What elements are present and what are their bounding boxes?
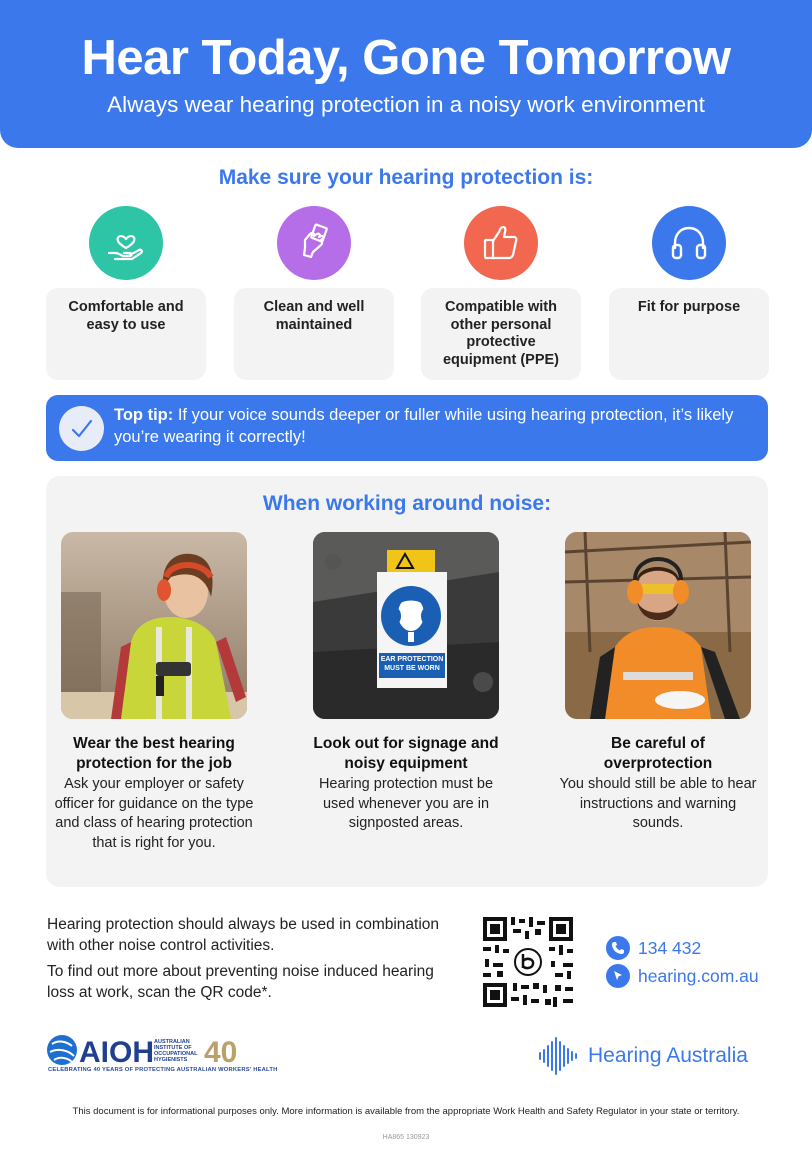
- info-paragraph-2: To find out more about preventing noise induced hearing loss at work, scan the QR code*.: [47, 963, 434, 1001]
- column-body: Hearing protection must be used whenever you are in signposted areas.: [318, 776, 494, 831]
- page-title: Hear Today, Gone Tomorrow: [81, 31, 731, 85]
- aioh-tagline: CELEBRATING 40 YEARS OF PROTECTING AUSTRALIAN WORKERS' HEALTH: [48, 1067, 278, 1073]
- feature-label: Compatible with other personal protective equipment (PPE): [421, 288, 581, 380]
- bottom-info: [47, 915, 447, 1003]
- ear-protection-sign-photo: [313, 532, 499, 719]
- phone-icon: [606, 936, 630, 960]
- feature-clean: [234, 206, 394, 380]
- feature-compatible: [421, 206, 581, 380]
- glove-icon: [277, 206, 351, 280]
- sign-text: EAR PROTECTION MUST BE WORN: [380, 656, 444, 672]
- top-tip-banner: [46, 395, 768, 461]
- info-paragraph-1: Hearing protection should always be used in combination with other noise control activities.: [47, 916, 440, 954]
- document-code: HA865 130923: [382, 1134, 430, 1141]
- feature-comfortable: [46, 206, 206, 380]
- feature-label: Fit for purpose: [609, 288, 769, 380]
- tip-text: If your voice sounds deeper or fuller while using hearing protection, it’s likely you’re wearing it correctly!: [114, 406, 734, 446]
- working-around-noise-panel: [46, 476, 768, 887]
- qr-code[interactable]: [479, 913, 577, 1011]
- hearing-australia-wordmark: Hearing Australia: [588, 1044, 748, 1067]
- column-body: Ask your employer or safety officer for guidance on the type and class of hearing protection that is right for you.: [54, 776, 254, 851]
- feature-label: Clean and well maintained: [234, 288, 394, 380]
- soundwave-icon: [538, 1036, 580, 1076]
- headphones-icon: [652, 206, 726, 280]
- tip-column-overprotection: [558, 532, 758, 834]
- website-contact[interactable]: [606, 964, 759, 988]
- column-heading: Wear the best hearing protection for the job: [73, 735, 235, 772]
- phone-number: 134 432: [638, 937, 702, 958]
- worker-drilling-photo: [61, 532, 247, 719]
- header-banner: [0, 0, 812, 148]
- aioh-anniversary: 40: [204, 1036, 238, 1068]
- cursor-icon: [606, 964, 630, 988]
- worker-earmuffs-photo: [565, 532, 751, 719]
- website-link: hearing.com.au: [638, 965, 759, 986]
- page-subtitle: Always wear hearing protection in a noisy work environment: [107, 92, 705, 117]
- aioh-name: AUSTRALIAN INSTITUTE OF OCCUPATIONAL HYGIENISTS: [154, 1039, 198, 1063]
- hearing-australia-logo: [538, 1036, 778, 1076]
- checkmark-icon: [59, 406, 104, 451]
- tip-column-best-protection: [54, 532, 254, 853]
- working-heading: When working around noise:: [262, 492, 552, 515]
- phone-contact[interactable]: [606, 936, 701, 960]
- disclaimer: This document is for informational purposes only. More information is available from the appropriate Work Health and Safety Regulator in your state or territory.: [72, 1106, 740, 1117]
- heart-hand-icon: [89, 206, 163, 280]
- thumbs-up-icon: [464, 206, 538, 280]
- column-heading: Look out for signage and noisy equipment: [313, 735, 499, 772]
- feature-label: Comfortable and easy to use: [46, 288, 206, 380]
- make-sure-heading: Make sure your hearing protection is:: [218, 166, 594, 189]
- aioh-wordmark: AIOH: [79, 1036, 154, 1068]
- column-body: You should still be able to hear instructions and warning sounds.: [559, 776, 757, 831]
- tip-label: Top tip:: [114, 406, 174, 424]
- feature-fit: [609, 206, 769, 380]
- tip-column-signage: [306, 532, 506, 834]
- column-heading: Be careful of overprotection: [603, 735, 713, 772]
